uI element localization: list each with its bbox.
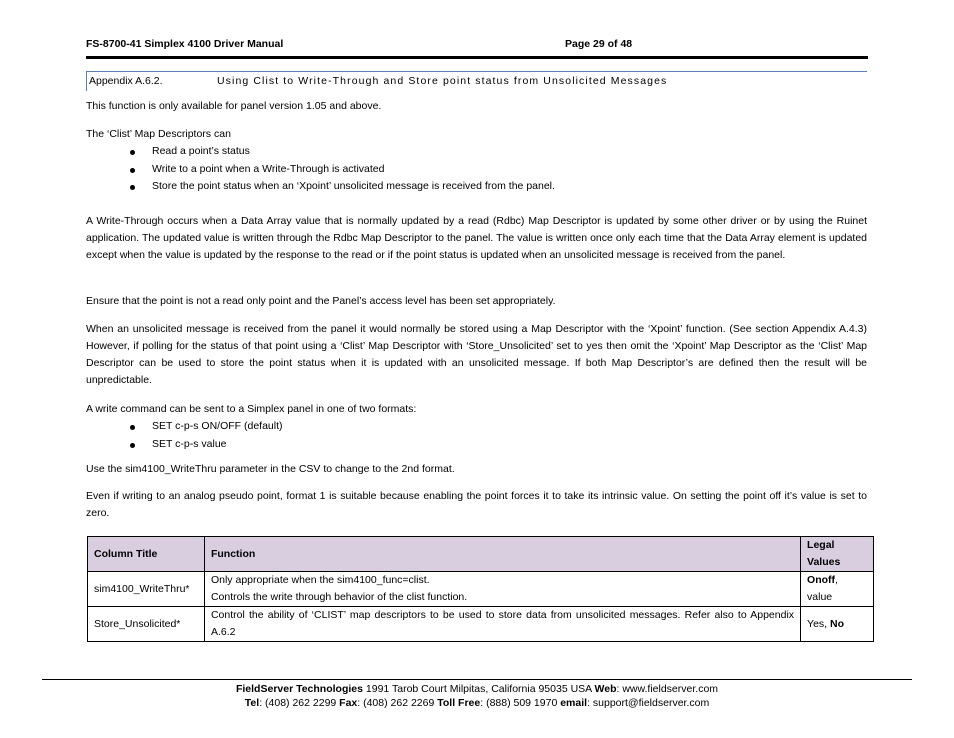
paragraph-write-through: A Write-Through occurs when a Data Array value that is normally updated by a read (Rdbc) Map Descriptor is updated by some other driver or by using the Ruinet application. The updated value is written through the Rdbc Map Descriptor to the panel. The value is written once only each time that the Data Array element is updated except when the value is updated by the response to the read or if the point status is updated when an unsolicited message is received from the panel. [86, 215, 867, 261]
parameter-table [87, 536, 874, 642]
table-row [88, 607, 874, 642]
tollfree-label: Toll Free [437, 697, 481, 709]
list-item: Store the point status when an ‘Xpoint’ unsolicited message is received from the panel. [128, 178, 555, 196]
company-name: FieldServer Technologies [235, 683, 363, 695]
footer-line-address [0, 683, 954, 695]
function-cell [204, 572, 800, 607]
list-item: Write to a point when a Write-Through is activated [128, 161, 555, 179]
write-formats-list [128, 418, 283, 453]
function-cell: Control the ability of ‘CLIST’ map descriptors to be used to store data from unsolicited messages. Refer also to Appendix A.6.2 [204, 607, 800, 642]
tollfree-number: : (888) 509 1970 [480, 697, 561, 709]
paragraph-access-level: Ensure that the point is not a read only point and the Panel’s access level has been set appropriately. [86, 295, 556, 307]
section-number: Appendix A.6.2. [89, 75, 163, 87]
tel-number: : (408) 262 2299 [259, 697, 340, 709]
company-address: 1991 Tarob Court Milpitas, California 95035 USA [362, 683, 595, 695]
tel-label: Tel [244, 697, 260, 709]
legal-value: Yes, [807, 617, 830, 630]
paragraph-analog-note: Even if writing to an analog pseudo point, format 1 is suitable because enabling the point forces it to take its intrinsic value. On setting the point off it’s value is set to zero. [86, 490, 867, 519]
fax-number: : (408) 262 2269 [357, 697, 438, 709]
legal-value: value [807, 591, 833, 603]
section-title: Using Clist to Write-Through and Store point status from Unsolicited Messages [217, 75, 668, 87]
legal-values-cell: Onoff, value [801, 572, 874, 607]
paragraph-write-formats: A write command can be sent to a Simplex panel in one of two formats: [86, 403, 417, 415]
column-title-cell: Store_Unsolicited* [88, 607, 205, 642]
function-line: Only appropriate when the sim4100_func=clist. [210, 574, 430, 586]
legal-value-default: No [830, 617, 844, 630]
page-number: Page 29 of 48 [565, 38, 633, 50]
table-header-row [88, 537, 874, 572]
document-title: FS-8700-41 Simplex 4100 Driver Manual [86, 38, 284, 50]
section-heading [86, 71, 867, 91]
table-row [88, 572, 874, 607]
legal-value-default: Onoff [807, 574, 836, 586]
paragraph-unsolicited: When an unsolicited message is received from the panel it would normally be stored using a Map Descriptor with the ‘Xpoint’ function. (See section Appendix A.4.3) However, if polling for the status of that point using a ‘Clist’ Map Descriptor with ‘Store_Unsolicited’ set to yes then omit the ‘Xpoint’ Map Descriptor as the ‘Clist’ Map Descriptor can be used to store the point status when it is updated with an unsolicited message. If both Map Descriptor’s are defined then the result will be unpredictable. [86, 323, 867, 386]
legal-values-cell [801, 607, 874, 642]
paragraph-clist-intro: The ‘Clist’ Map Descriptors can [86, 128, 231, 140]
footer-rule [42, 679, 912, 680]
function-line: Controls the write through behavior of the clist function. [210, 591, 468, 603]
column-header: Function [204, 537, 800, 572]
email-label: email [560, 697, 588, 709]
paragraph-writethru-param: Use the sim4100_WriteThru parameter in the CSV to change to the 2nd format. [86, 463, 455, 475]
email-address: : support@fieldserver.com [587, 697, 710, 709]
header-rule [86, 56, 868, 59]
fax-label: Fax [339, 697, 358, 709]
list-item: SET c-p-s value [128, 436, 283, 454]
list-item: Read a point’s status [128, 143, 555, 161]
paragraph-version-note: This function is only available for panel version 1.05 and above. [86, 100, 382, 112]
web-address: : www.fieldserver.com [616, 683, 719, 695]
footer-line-contact [0, 697, 954, 709]
column-title-cell: sim4100_WriteThru* [88, 572, 205, 607]
column-header: Column Title [88, 537, 205, 572]
clist-capabilities-list [128, 143, 555, 196]
list-item: SET c-p-s ON/OFF (default) [128, 418, 283, 436]
column-header: Legal Values [801, 537, 874, 572]
web-label: Web [594, 683, 617, 695]
